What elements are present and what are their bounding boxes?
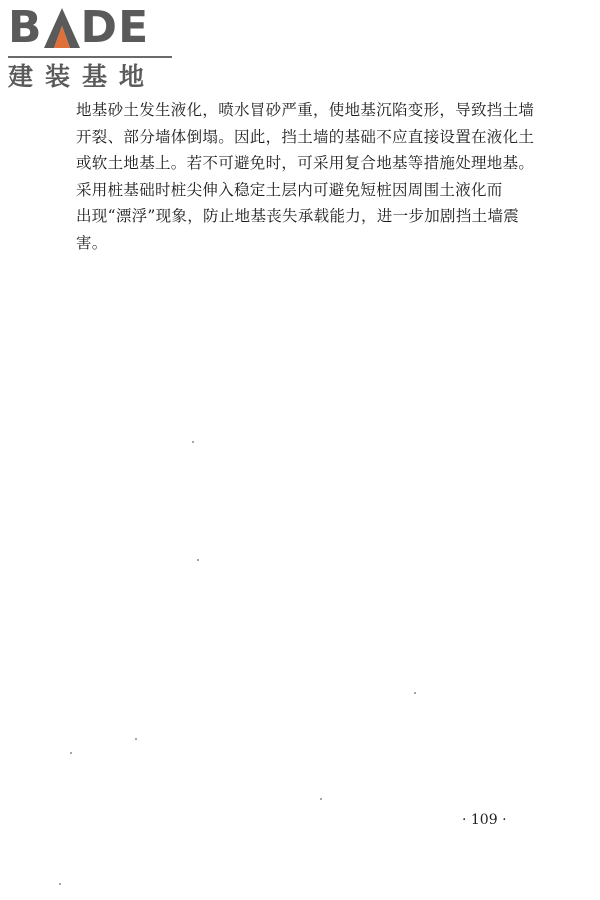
body-line: 或软土地基上。若不可避免时，可采用复合地基等措施处理地基。 <box>76 154 535 172</box>
scan-speck <box>197 559 199 561</box>
page-number: · 109 · <box>462 812 507 828</box>
scan-speck <box>414 692 416 694</box>
scan-speck <box>320 798 322 800</box>
body-line: 采用桩基础时桩尖伸入稳定土层内可避免短桩因周围土液化而 <box>76 180 503 199</box>
scan-speck <box>70 752 72 754</box>
body-line: 出现“漂浮”现象，防止地基丧失承载能力，进一步加剧挡土墙震 <box>76 207 520 225</box>
logo-letters-de: DE <box>80 2 150 53</box>
logo-chinese-name: 建装基地 <box>8 62 157 91</box>
body-line: 开裂、部分墙体倒塌。因此，挡土墙的基础不应直接设置在液化土 <box>76 127 535 146</box>
scan-speck <box>59 883 61 885</box>
logo-divider <box>8 56 172 58</box>
body-paragraph <box>76 97 536 256</box>
scan-speck <box>192 441 194 443</box>
bade-logo <box>8 2 178 92</box>
logo-a-mark-icon <box>44 6 80 48</box>
logo-wordmark <box>8 2 150 53</box>
body-line: 害。 <box>76 233 108 252</box>
logo-letter-b: B <box>8 2 43 53</box>
body-line: 地基砂土发生液化，喷水冒砂严重，使地基沉陷变形，导致挡土墙 <box>76 101 535 119</box>
scan-speck <box>135 738 137 740</box>
